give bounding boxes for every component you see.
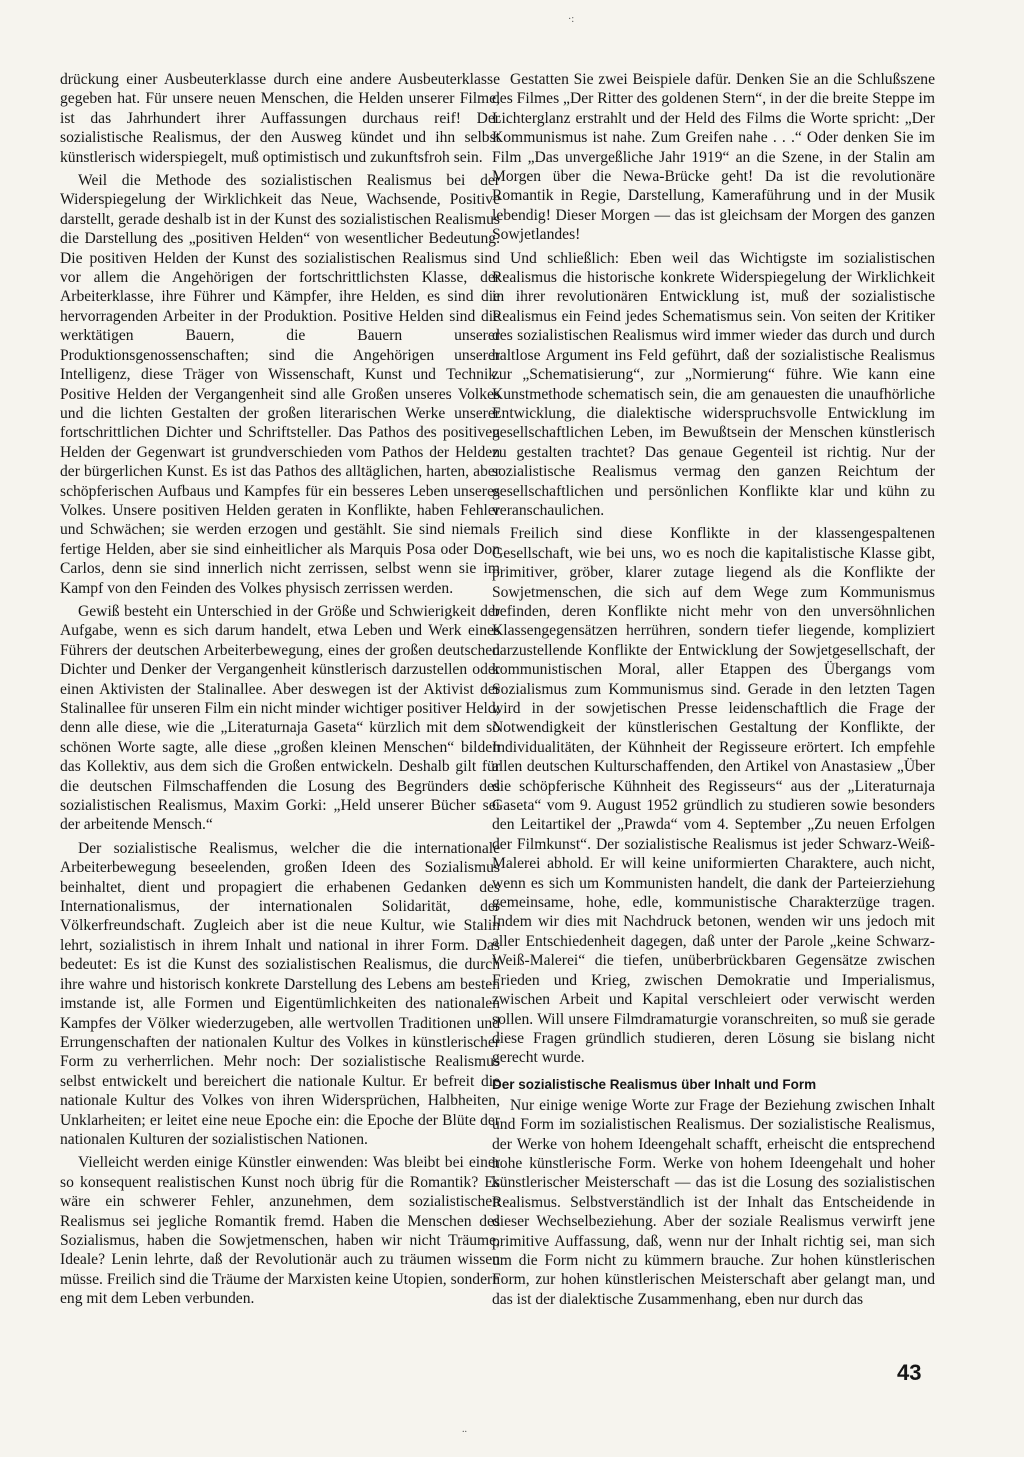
right-paragraph-3: Freilich sind diese Konflikte in der klassengespaltenen Gesellschaft, wie bei uns, wo es noch die kapitalistische Klasse gibt, primitiver, gröber, klarer zutage liegend als die Konflikte der Sowjetmenschen, die sich auf dem Wege zum Kommunismus befinden, deren Konflikte nicht mehr von den unversöhnlichen Klassengegensätzen herrühren, sondern tiefer liegende, kompliziert darzustellende Konflikte der Entwicklung der Sowjetgesellschaft, der kommunistischen Moral, aller Etappen des Übergangs vom Sozialismus zum Kommunismus sind. Gerade in den letzten Tagen wird in der sowjetischen Presse leidenschaftlich die Frage der Notwendigkeit der künstlerischen Gestaltung der Konflikte, der Individualitäten, der Kühnheit der Regisseure erörtert. Ich empfehle allen deutschen Kulturschaffenden, den Artikel von Anastasiew „Über die schöpferische Kühnheit des Regisseurs“ aus der „Literaturnaja Gaseta“ vom 9. August 1952 gründlich zu studieren sowie besonders den Leitartikel der „Prawda“ vom 4. September „Zu neuen Erfolgen der Filmkunst“. Der sozialistische Realismus ist jeder Schwarz-Weiß-Malerei abhold. Er will keine uniformierten Charaktere, auch nicht, wenn es sich um Kommunisten handelt, die dank der Parteierziehung gemeinsame, hohe, edle, kommunistische Charakterzüge tragen. Indem wir dies mit Nachdruck betonen, wenden wir uns jedoch mit aller Entschiedenheit dagegen, daß unter der Parole „keine Schwarz-Weiß-Malerei“ die tiefen, unüberbrückbaren Gegensätze zwischen Frieden und Krieg, zwischen Demokratie und Imperialismus, zwischen Arbeit und Kapital verschleiert oder verwischt werden sollen. Will unsere Filmdramaturgie voranschreiten, so muß sie gerade diese Fragen gründlich studieren, deren Lösung sie bislang nicht gerecht wurde. xyxy=(492,525,935,1067)
left-paragraph-1: drückung einer Ausbeuterklasse durch eine andere Ausbeuterklasse gegeben hat. Für unsere neuen Menschen, die Helden unserer Filme, ist das Jahrhundert ihrer Auffassungen durchaus reif! Der sozialistische Realismus, der den Ausweg kündet und ihn selbst künstlerisch widerspiegelt, muß optimistisch und zukunftsfroh sein. xyxy=(60,71,500,166)
page-number: 43 xyxy=(897,1360,922,1385)
left-paragraph-4: Der sozialistische Realismus, welcher die die internationale Arbeiterbewegung beseelenden, großen Ideen des Sozialismus beinhaltet, dient und propagiert die erhabenen Gedanken des Internationalismus, der internationalen Solidarität, der Völkerfreundschaft. Zugleich aber ist die neue Kultur, wie Stalin lehrt, sozialistisch in ihrem Inhalt und national in ihrer Form. Das bedeutet: Es ist die Kunst des sozialistischen Realismus, die durch ihre wahre und historisch konkrete Darstellung des Lebens am besten imstande ist, alle Formen und Eigentümlichkeiten des nationalen Kampfes der Völker wiederzugeben, alle wertvollen Traditionen und Errungenschaften der nationalen Kultur des Volkes in künstlerischer Form zu verherrlichen. Mehr noch: Der sozialistische Realismus selbst entwickelt und bereichert die nationale Kultur. Er befreit die nationale Kultur des Volkes von ihren Widersprüchen, Halbheiten, Unklarheiten; er leitet eine neue Epoche ein: die Epoche der Blüte der nationalen Kulturen der sozialistischen Nationen. xyxy=(60,839,500,1148)
left-column xyxy=(60,70,500,1313)
bottom-mark: .. xyxy=(462,1424,467,1435)
right-paragraph-4: Nur einige wenige Worte zur Frage der Beziehung zwischen Inhalt und Form im sozialistischen Realismus. Der sozialistische Realismus, der Werke von hohem Ideengehalt schafft, erheischt die entsprechend hohe künstlerische Form. Werke von hohem Ideengehalt und hoher künstlerischer Meisterschaft — das ist die Losung des sozialistischen Realismus. Selbstverständlich ist der Inhalt das Entscheidende in dieser Wechselbeziehung. Aber der soziale Realismus verwirft jene primitive Auffassung, daß, wenn nur der Inhalt richtig sei, man sich um die Form nicht zu kümmern brauche. Zur hohen künstlerischen Form, zur hohen künstlerischen Meisterschaft aber gelangt man, und das ist der dialektische Zusammenhang, eben nur durch das xyxy=(492,1096,935,1308)
right-paragraph-1: Gestatten Sie zwei Beispiele dafür. Denken Sie an die Schlußszene des Filmes „Der Ritter des goldenen Stern“, in der die breite Steppe im Lichterglanz erstrahlt und der Held des Films die Worte spricht: „Der Kommunismus ist nahe. Zum Greifen nahe . . .“ Oder denken Sie im Film „Das unvergeßliche Jahr 1919“ an die Szene, in der Stalin am Morgen über die Newa-Brücke geht! Da ist die revolutionäre Romantik in Regie, Darstellung, Kameraführung und in der Musik lebendig! Dieser Morgen — das ist gleichsam der Morgen des ganzen Sowjetlandes! xyxy=(492,71,936,244)
left-paragraph-3: Gewiß besteht ein Unterschied in der Größe und Schwierigkeit der Aufgabe, wenn es sich darum handelt, etwa Leben und Werk eines Führers der deutschen Arbeiterbewegung, eines der großen deutschen Dichter und Denker der Vergangenheit künstlerisch darzustellen oder einen Aktivisten der Stalinallee. Aber deswegen ist der Aktivist der Stalinallee für unseren Film ein nicht minder wichtiger positiver Held; denn alle diese, wie die „Literaturnaja Gaseta“ kürzlich mit dem so schönen Worte sagte, alle diese „großen kleinen Menschen“ bilden das Kollektiv, aus dem sich die Großen entwickeln. Deshalb gilt für die deutschen Filmschaffenden die Losung des Begründers des sozialistischen Realismus, Maxim Gorki: „Held unserer Bücher sei der arbeitende Mensch.“ xyxy=(60,602,500,834)
left-paragraph-2: Weil die Methode des sozialistischen Realismus bei der Widerspiegelung der Wirklichkeit das Neue, Wachsende, Positive darstellt, gerade deshalb ist in der Kunst des sozialistischen Realismus die Darstellung des „positiven Helden“ von wesentlicher Bedeutung. Die positiven Helden der Kunst des sozialistischen Realismus sind vor allem die Angehörigen der fortschrittlichsten Klasse, der Arbeiterklasse, ihre Führer und Kämpfer, ihre Helden, es sind die hervorragenden Arbeiter in der Produktion. Positive Helden sind die werktätigen Bauern, die Bauern unserer Produktionsgenossenschaften; sind die Angehörigen unserer Intelligenz, diese Träger von Wissenschaft, Kunst und Technik. Positive Helden der Vergangenheit sind alle Großen unseres Volkes und die lichten Gestalten der großen literarischen Werke unserer fortschrittlichen Dichter und Schriftsteller. Das Pathos des positiven Helden der Gegenwart ist grundverschieden vom Pathos der Helden der bürgerlichen Kunst. Es ist das Pathos des alltäglichen, harten, aber schöpferischen Aufbaus und Kampfes für ein besseres Leben unseres Volkes. Unsere positiven Helden geraten in Konflikte, haben Fehler und Schwächen; sie werden erzogen und gestählt. Sie sind niemals fertige Helden, aber sie sind einheitlicher als Marquis Posa oder Don Carlos, denn sie sind innerlich nicht zerrissen, selbst wenn sie im Kampf von den Feinden des Volkes physisch zerrissen werden. xyxy=(60,172,500,597)
section-heading: Der sozialistische Realismus über Inhalt und Form xyxy=(492,1076,817,1092)
right-paragraph-2: Und schließlich: Eben weil das Wichtigste im sozialistischen Realismus die historische konkrete Widerspiegelung der Wirklichkeit in ihrer revolutionären Entwicklung ist, muß der sozialistische Realismus ein Feind jedes Schematismus sein. Von seiten der Kritiker des sozialistischen Realismus wird immer wieder das durch und durch haltlose Argument ins Feld geführt, daß der sozialistische Realismus zur „Schematisierung“, zur „Normierung“ führe. Wie kann eine Kunstmethode schematisch sein, die am genauesten die unaufhörliche Entwicklung, die dialektische widerspruchsvolle Entwicklung im gesellschaftlichen Leben, im Bewußtsein der Menschen künstlerisch zu gestalten trachtet? Das genaue Gegenteil ist richtig. Nur der sozialistische Realismus vermag den ganzen Reichtum der gesellschaftlichen und persönlichen Konflikte klar und kühn zu veranschaulichen. xyxy=(492,249,935,519)
top-mark: ·: xyxy=(568,14,575,25)
right-column xyxy=(492,70,935,1313)
left-paragraph-5: Vielleicht werden einige Künstler einwenden: Was bleibt bei einer so konsequent realistischen Kunst noch übrig für die Romantik? Es wäre ein schwerer Fehler, anzunehmen, dem sozialistischen Realismus sei jegliche Romantik fremd. Haben die Menschen des Sozialismus, haben die Sowjetmenschen, haben wir nicht Träume, Ideale? Lenin lehrte, daß der Revolutionär auch zu träumen wissen müsse. Freilich sind die Träume der Marxisten keine Utopien, sondern eng mit dem Leben verbunden. xyxy=(60,1154,500,1308)
